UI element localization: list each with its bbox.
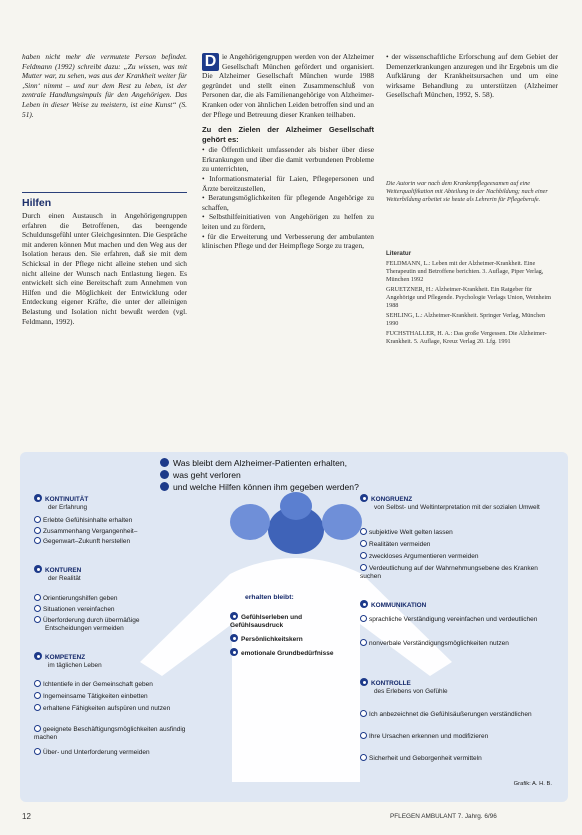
list-item: sprachliche Verständigung vereinfachen und verdeutlichen [360,615,550,624]
list-item: Orientierungshilfen geben [34,594,117,603]
bullet-icon [34,594,41,601]
list-item: Erlebte Gefühlsinhalte erhalten [34,516,132,525]
bullet-icon [34,725,41,732]
list-item: Ingemeinsame Tätigkeiten einbetten [34,692,234,701]
list-item: Überforderung durch übermäßige [34,616,139,625]
kontrolle-sub: des Erlebens von Gefühle [374,688,448,695]
bullet-icon [34,748,41,755]
bullet-icon [360,615,367,622]
author-note: Die Autorin war nach dem Krankenpflegeexamen auf eine Weiterqualifikation mit Abteilung in der Nachbildung; nach einer Weiterbildung arbeitet sie heute als Lehrerin für Pflegeberufe. [386,180,548,203]
kompetenz-sub: im täglichen Leben [48,662,102,669]
bullet-icon [360,528,367,535]
center-item: emotionale Grundbedürfnisse [230,648,340,658]
column-1 [22,52,187,119]
bullet-icon [360,564,367,571]
goal-1: • die Öffentlichkeit umfassender als bisher über diese Erkrankungen und über die damit verbundenen Probleme zu unterrichten, [202,145,374,174]
kontinuitaet-heading: KONTINUITÄT [34,494,88,503]
list-item: Ichtentiefe in der Gemeinschaft geben [34,680,234,689]
goal-5: • für die Erweiterung und Verbesserung der ambulanten klinischen Pflege und der Heimpflege Sorge zu tragen, [202,231,374,251]
bullet-icon [230,612,238,620]
bullet-icon [230,634,238,642]
konturen-heading: KONTUREN [34,565,81,574]
list-item: Entscheidungen vermeiden [45,625,124,632]
konturen-sub: der Realität [48,575,81,582]
bullet-icon [160,470,169,479]
diagram-question-2: was geht verloren [160,470,241,481]
bullet-icon [360,639,367,646]
bullet-icon [360,540,367,547]
bullet-icon [34,692,41,699]
column-2 [202,52,374,251]
bullet-icon [34,652,42,660]
literature-heading: Literatur [386,250,412,257]
list-item: Verdeutlichung auf der Wahrnehmungsebene des Kranken suchen [360,565,538,581]
bullet-icon [360,710,367,717]
column-1-intro: haben nicht mehr die vermutete Person befindet. Feldmann (1992) schreibt dazu: „Zu wissen, was mit Mutter war, zu sehen, was aus der Krankheit weiter für ‚Sinn‘ nimmt – und nur dem Rest zu leben, ist der zentrale Handlungsimpuls für den Angehörigen. Das Leben in dieser Weise zu meistern, ist eine Kunst“ (S. 51). [22,52,187,119]
column-3-text: • der wissenschaftliche Erforschung auf dem Gebiet der Demenzerkrankungen anzuregen und ihr Ergebnis um die Aufklärung der Krankheitsursachen und um eine wirksame Behandlung zu unterstützen (Alzheimer Gesellschaft München, 1992, S. 58). [386,52,558,100]
bullet-icon [34,680,41,687]
bullet-icon [360,678,368,686]
bullet-icon [360,494,368,502]
kongruenz-sub: von Selbst- und Weltinterpretation mit der sozialen Umwelt [374,504,540,511]
bullet-icon [34,565,42,573]
list-item: Gegenwart–Zukunft herstellen [34,537,130,546]
column-1-body-text: Durch einen Austausch in Angehörigengruppen erfahren die Betroffenen, das beengende Schuldunsgefühl unter Gleichgesinnten. Die Gespräche mit anderen können Mut machen und den Weg aus der Isolation heraus den. Sie erfahren, daß sie mit dem Schicksal in der Pflege nicht alleine stehen und sich nicht alleine der Wunsch nach Entlastung liegen. Es entwickelt sich eine Bereitschaft zum Annehmen von Hilfen und die Möglichkeit der Entwicklung oder Entdeckung eigener Kräfte, die unter der alleinigen Belastung und Isolation nicht bewußt werden (vgl. Feldmann, 1992). [22,211,187,326]
list-item: Situationen vereinfachen [34,605,115,614]
list-item: geeignete Beschäftigungsmöglichkeiten ausfindig machen [34,726,186,742]
center-item: Persönlichkeitskern [230,634,340,644]
column-3 [386,52,558,100]
list-item: Ich anbezeichnet die Gefühlsäußerungen verständlichen [360,710,550,719]
list-item: erhaltene Fähigkeiten aufspüren und nutzen [34,704,204,713]
bullet-icon [360,552,367,559]
page-number: 12 [22,812,31,821]
diagram-credit: Grafik: A. H. B. [513,780,552,787]
literature-item: FELDMANN, L.: Leben mit der Alzheimer-Krankheit. Eine Therapeutin und Betroffene berichten. 3. Auflage, Piper Verlag, München 1992 [386,260,544,283]
kommunikation-heading: KOMMUNIKATION [360,600,426,609]
bullet-icon [34,616,41,623]
diagram-question-1: Was bleibt dem Alzheimer-Patienten erhalten, [160,458,347,469]
journal-footer: PFLEGEN AMBULANT 7. Jahrg. 6/96 [390,813,497,820]
bullet-icon [34,605,41,612]
literature [386,250,558,348]
literature-item: FUCHSTHALLER, H. A.: Das große Vergessen. Die Alzheimer-Krankheit. 5. Auflage, Kreuz Verlag 20. Lfg. 1991 [386,330,547,345]
kongruenz-heading: KONGRUENZ [360,494,412,503]
list-item: Sicherheit und Geborgenheit vermitteln [360,754,550,763]
goal-2: • Informationsmaterial für Laien, Pflegepersonen und Ärzte bereitzustellen, [202,173,374,193]
list-item: zweckloses Argumentieren vermeiden [360,552,478,561]
list-item: subjektive Welt gelten lassen [360,528,453,537]
bullet-icon [160,458,169,467]
bullet-icon [360,732,367,739]
goals-subheading: Zu den Zielen der Alzheimer Gesellschaft gehört es: [202,125,374,145]
column-1-body [22,211,187,326]
kontinuitaet-sub: der Erfahrung [48,504,88,511]
list-item: Realitäten vermeiden [360,540,430,549]
alzheimer-diagram [20,452,568,802]
bullet-icon [34,537,41,544]
list-item: nonverbale Verständigungsmöglichkeiten nutzen [360,639,550,648]
bullet-icon [360,600,368,608]
bullet-icon [230,648,238,656]
bullet-icon [360,754,367,761]
literature-item: GRUETZNER, H.: Alzheimer-Krankheit. Ein Ratgeber für Angehörige und Pflegende. Psychologie Verlags Union, Weinheim 1988 [386,286,551,309]
heading-rule [22,192,187,193]
goal-3: • Beratungsmöglichkeiten für pflegende Angehörige zu schaffen, [202,193,374,212]
diagram-question-3: und welche Hilfen können ihm gegeben werden? [160,482,359,493]
bullet-icon [34,527,41,534]
bullet-icon [160,482,169,491]
column-2-intro: ie Angehörigengruppen werden von der Alzheimer Gesellschaft München gefördert und organisiert. Die Alzheimer Gesellschaft München wurde 1988 gegründet und stellt einen Zusammenschluß von Personen dar, die als Familienangehörige von Alzheimer-Kranken oder von ähnlichen Leiden betroffen sind und an der Pflege und Betreuung dieser Kranken teilhaben. [202,52,374,119]
goal-4: • Selbsthilfeinitiativen von Angehörigen zu helfen zu leiten und zu fördern, [202,212,374,231]
list-item: Über- und Unterforderung vermeiden [34,748,234,757]
bullet-icon [34,516,41,523]
center-title: erhalten bleibt: [245,594,294,601]
section-heading-hilfen: Hilfen [22,197,52,209]
bullet-icon [34,704,41,711]
kontrolle-heading: KONTROLLE [360,678,411,687]
literature-item: SEHLING, L.: Alzheimer-Krankheit. Springer Verlag, München 1990 [386,312,546,327]
bullet-icon [34,494,42,502]
list-item: Zusammenhang Vergangenheit– [34,527,137,536]
kompetenz-heading: KOMPETENZ [34,652,85,661]
list-item: Ihre Ursachen erkennen und modifizieren [360,732,550,741]
center-item: Gefühlserleben und Gefühlsausdruck [230,614,303,630]
drop-cap: D [202,53,219,71]
